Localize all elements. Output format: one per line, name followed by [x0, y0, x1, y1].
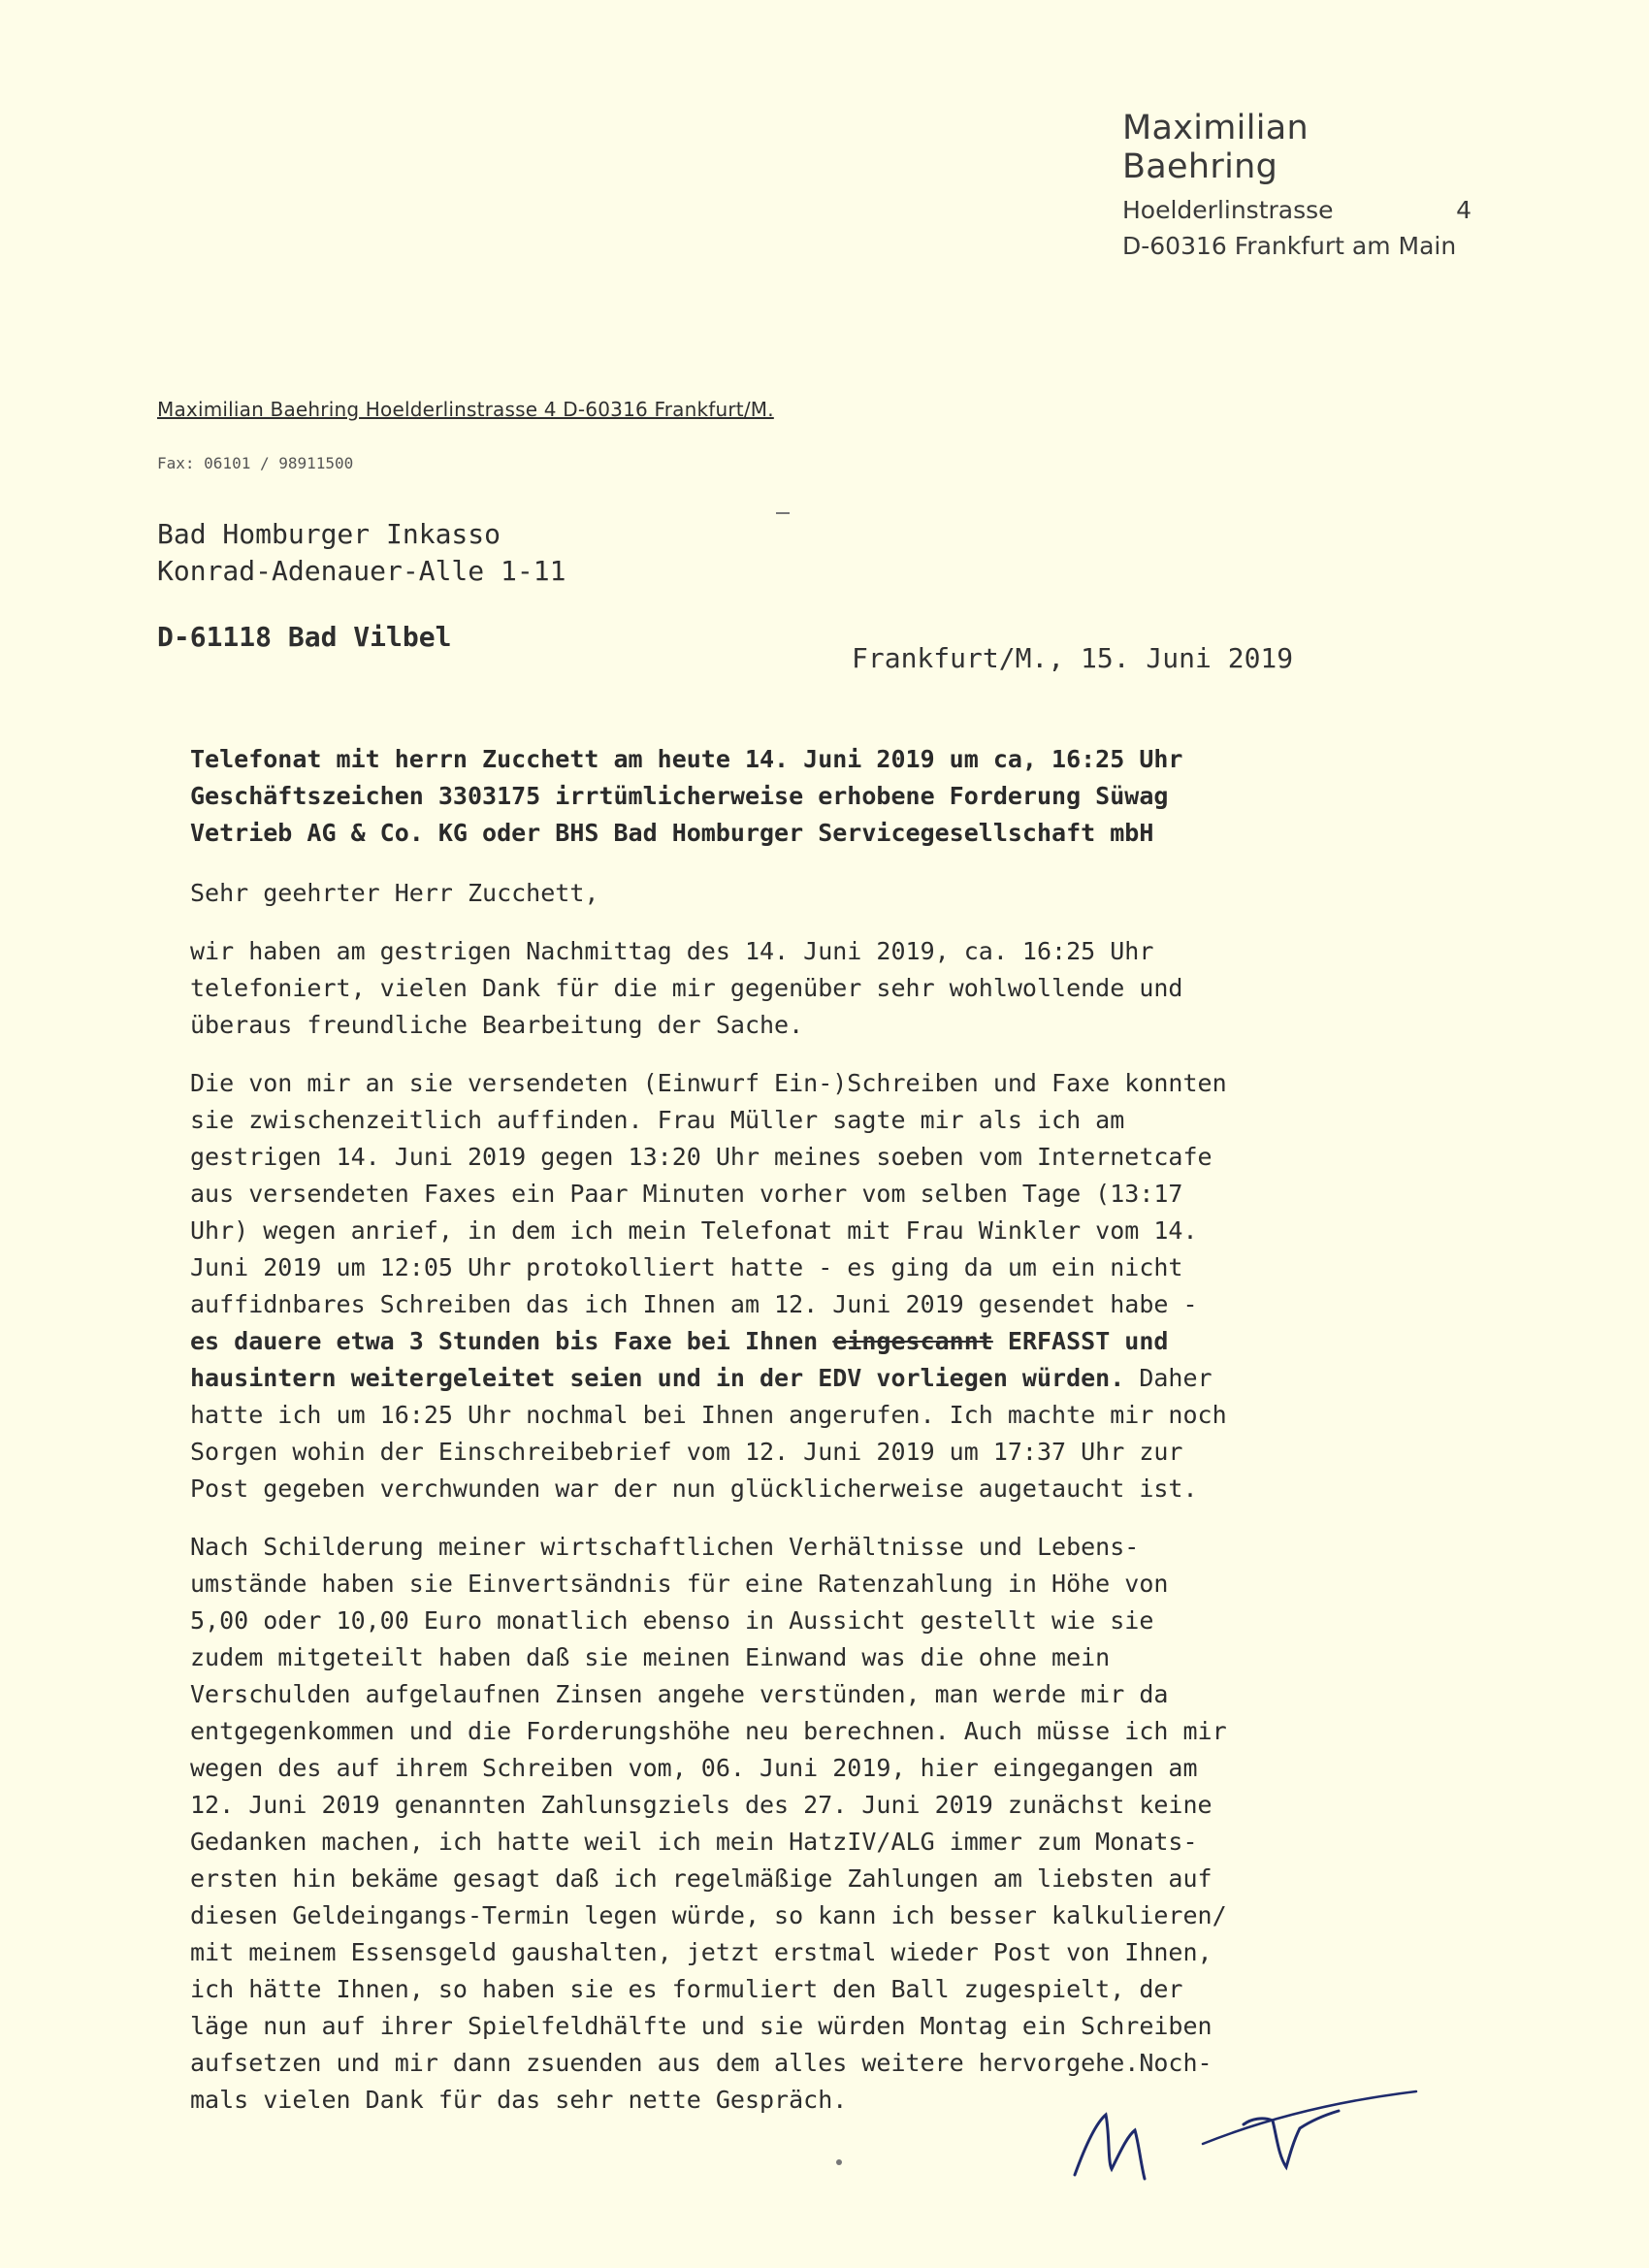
- recipient-line-3: D-61118 Bad Vilbel: [157, 621, 452, 653]
- body-line: 12. Juni 2019 genannten Zahlunsgziels des 27. Juni 2019 zunächst keine: [190, 1791, 1212, 1819]
- body-line: diesen Geldeingangs-Termin legen würde, so kann ich besser kalkulieren/: [190, 1901, 1227, 1929]
- fax-number: Fax: 06101 / 98911500: [157, 454, 354, 472]
- struck-text: eingescannt: [832, 1327, 993, 1355]
- handwritten-signature: [1057, 2086, 1426, 2197]
- body-text: Daher: [1124, 1364, 1212, 1392]
- body-line: Sorgen wohin der Einschreibebrief vom 12. Juni 2019 um 17:37 Uhr zur: [190, 1438, 1183, 1466]
- recipient-line-2: Konrad-Adenauer-Alle 1-11: [157, 555, 566, 587]
- body-line: entgegenkommen und die Forderungshöhe neu berechnen. Auch müsse ich mir: [190, 1717, 1227, 1745]
- return-address-line: Maximilian Baehring Hoelderlinstrasse 4 D-60316 Frankfurt/M.: [157, 398, 774, 421]
- body-line: Die von mir an sie versendeten (Einwurf Ein-)Schreiben und Faxe konnten: [190, 1069, 1227, 1097]
- body-line: wir haben am gestrigen Nachmittag des 14. Juni 2019, ca. 16:25 Uhr: [190, 937, 1154, 965]
- body-line: Uhr) wegen anrief, in dem ich mein Telefonat mit Frau Winkler vom 14.: [190, 1216, 1198, 1245]
- body-line: Verschulden aufgelaufnen Zinsen angehe verstünden, man werde mir da: [190, 1680, 1169, 1708]
- body-line: ersten hin bekäme gesagt daß ich regelmäßige Zahlungen am liebsten auf: [190, 1864, 1212, 1893]
- body-line: mals vielen Dank für das sehr nette Gespräch.: [190, 2086, 848, 2114]
- sender-street-line: [1122, 196, 1471, 224]
- stray-dot: [836, 2159, 842, 2165]
- body-line: hatte ich um 16:25 Uhr nochmal bei Ihnen angerufen. Ich machte mir noch: [190, 1401, 1227, 1429]
- sender-street: Hoelderlinstrasse: [1122, 196, 1334, 224]
- body-line: überaus freundliche Bearbeitung der Sache.: [190, 1011, 804, 1039]
- body-line: Post gegeben verchwunden war der nun glücklicherweise augetaucht ist.: [190, 1474, 1198, 1503]
- subject-line: Telefonat mit herrn Zucchett am heute 14. Juni 2019 um ca, 16:25 Uhr: [190, 745, 1183, 773]
- body-line: läge nun auf ihrer Spielfeldhälfte und sie würden Montag ein Schreiben: [190, 2012, 1212, 2040]
- recipient-line-1: Bad Homburger Inkasso: [157, 518, 501, 550]
- sender-city: D-60316 Frankfurt am Main: [1122, 232, 1457, 260]
- body-line: gestrigen 14. Juni 2019 gegen 13:20 Uhr meines soeben vom Internetcafe: [190, 1143, 1212, 1171]
- body-line: auffidnbares Schreiben das ich Ihnen am 12. Juni 2019 gesendet habe -: [190, 1290, 1198, 1318]
- body-line: Juni 2019 um 12:05 Uhr protokolliert hatte - es ging da um ein nicht: [190, 1253, 1183, 1281]
- salutation: Sehr geehrter Herr Zucchett,: [190, 879, 599, 907]
- bold-text: hausintern weitergeleitet seien und in der EDV vorliegen würden.: [190, 1364, 1125, 1392]
- sender-house-number: 4: [1456, 196, 1471, 224]
- body-line: aufsetzen und mir dann zsuenden aus dem alles weitere hervorgehe.Noch-: [190, 2049, 1212, 2077]
- subject-block: [190, 741, 1412, 852]
- body-line: umstände haben sie Einvertsändnis für eine Ratenzahlung in Höhe von: [190, 1570, 1169, 1598]
- body-line: 5,00 oder 10,00 Euro monatlich ebenso in Aussicht gestellt wie sie: [190, 1606, 1154, 1635]
- body-line: ich hätte Ihnen, so haben sie es formuliert den Ball zugespielt, der: [190, 1975, 1183, 2003]
- body-line-emphasis: [190, 1360, 1441, 1397]
- letter-body: [190, 875, 1441, 2119]
- signature-graphic: [1057, 2086, 1426, 2192]
- body-line: wegen des auf ihrem Schreiben vom, 06. Juni 2019, hier eingegangen am: [190, 1754, 1198, 1782]
- body-line: zudem mitgeteilt haben daß sie meinen Einwand was die ohne mein: [190, 1643, 1111, 1671]
- sender-block: [1122, 109, 1471, 260]
- bold-text: ERFASST und: [992, 1327, 1169, 1355]
- subject-line: Geschäftszeichen 3303175 irrtümlicherweise erhobene Forderung Süwag: [190, 782, 1169, 810]
- body-line-emphasis: [190, 1323, 1441, 1360]
- body-line: sie zwischenzeitlich auffinden. Frau Müller sagte mir als ich am: [190, 1106, 1125, 1134]
- sender-name: Maximilian Baehring: [1122, 109, 1309, 186]
- subject-line: Vetrieb AG & Co. KG oder BHS Bad Homburger Servicegesellschaft mbH: [190, 819, 1154, 847]
- body-line: aus versendeten Faxes ein Paar Minuten vorher vom selben Tage (13:17: [190, 1180, 1183, 1208]
- stray-mark: [776, 512, 790, 514]
- body-line: telefoniert, vielen Dank für die mir gegenüber sehr wohlwollende und: [190, 974, 1183, 1002]
- bold-text: es dauere etwa 3 Stunden bis Faxe bei Ihnen: [190, 1327, 833, 1355]
- body-line: mit meinem Essensgeld gaushalten, jetzt erstmal wieder Post von Ihnen,: [190, 1938, 1212, 1966]
- letter-date: Frankfurt/M., 15. Juni 2019: [852, 642, 1294, 674]
- body-line: Nach Schilderung meiner wirtschaftlichen Verhältnisse und Lebens-: [190, 1533, 1140, 1561]
- body-line: Gedanken machen, ich hatte weil ich mein HatzIV/ALG immer zum Monats-: [190, 1828, 1198, 1856]
